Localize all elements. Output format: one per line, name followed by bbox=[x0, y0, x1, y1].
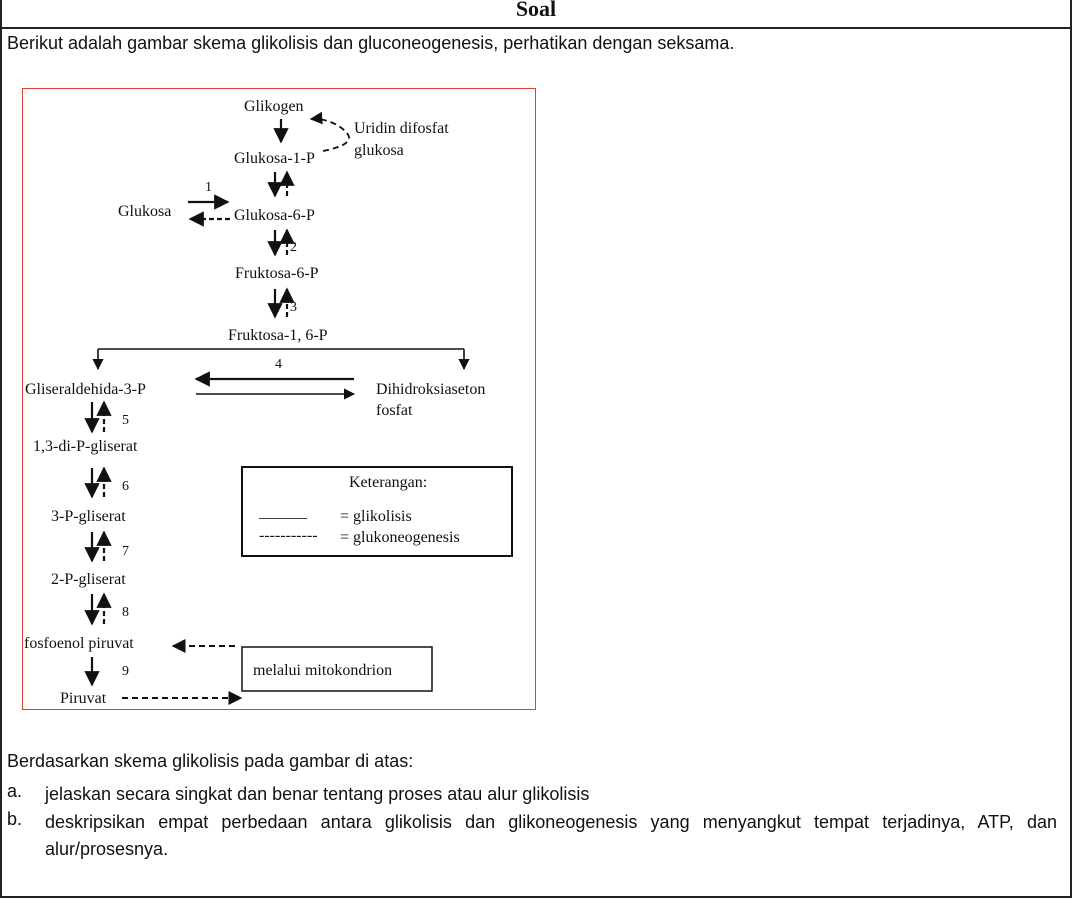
step-number-1: 1 bbox=[205, 180, 212, 195]
legend-glukoneogenesis: = glukoneogenesis bbox=[340, 529, 460, 546]
node-glukosa-6-p: Glukosa-6-P bbox=[234, 207, 315, 224]
node-fosfoenol-piruvat: fosfoenol piruvat bbox=[24, 635, 134, 652]
step-number-5: 5 bbox=[122, 413, 129, 428]
step-number-3: 3 bbox=[290, 300, 297, 315]
node-uridin-difosfat: Uridin difosfat bbox=[354, 120, 449, 137]
node-glukosa: Glukosa bbox=[118, 203, 172, 220]
question-lead: Berdasarkan skema glikolisis pada gambar di atas: bbox=[7, 751, 414, 771]
legend-dashed-line: ----------- bbox=[259, 527, 318, 544]
legend-solid-line: ______ bbox=[259, 504, 307, 521]
step-number-8: 8 bbox=[122, 605, 129, 620]
glycolysis-diagram bbox=[22, 88, 536, 710]
intro-text: Berikut adalah gambar skema glikolisis dan gluconeogenesis, perhatikan dengan seksama. bbox=[7, 33, 735, 53]
node-dihidroksiaseton: Dihidroksiaseton bbox=[376, 381, 486, 398]
node-2-p-gliserat: 2-P-gliserat bbox=[51, 571, 126, 588]
node-glikogen: Glikogen bbox=[244, 98, 304, 115]
node-fosfat: fosfat bbox=[376, 402, 413, 419]
node-3-p-gliserat: 3-P-gliserat bbox=[51, 508, 126, 525]
node-fruktosa-1-6-p: Fruktosa-1, 6-P bbox=[228, 327, 328, 344]
legend-title: Keterangan: bbox=[349, 474, 428, 491]
step-number-4: 4 bbox=[275, 357, 282, 372]
title-row bbox=[2, 0, 1070, 29]
question-text-a: jelaskan secara singkat dan benar tentang proses atau alur glikolisis bbox=[45, 784, 590, 804]
node-fruktosa-6-p: Fruktosa-6-P bbox=[235, 265, 319, 282]
step-number-7: 7 bbox=[122, 544, 129, 559]
node-1-3-di-p-gliserat: 1,3-di-P-gliserat bbox=[33, 438, 138, 455]
legend-glikolisis: = glikolisis bbox=[340, 508, 412, 525]
page-title: Soal bbox=[515, 0, 557, 21]
node-uridin-glukosa: glukosa bbox=[354, 142, 404, 159]
node-gliseraldehida-3-p: Gliseraldehida-3-P bbox=[25, 381, 146, 398]
step-number-6: 6 bbox=[122, 479, 129, 494]
question-text-b: deskripsikan empat perbedaan antara glikolisis dan glikoneogenesis yang menyangkut tempat terjadinya, ATP, dan alur/prosesnya. bbox=[45, 812, 1057, 859]
step-number-9: 9 bbox=[122, 664, 129, 679]
mitokondrion-label: melalui mitokondrion bbox=[253, 662, 393, 679]
question-label-a: a. bbox=[7, 781, 23, 801]
node-glukosa-1-p: Glukosa-1-P bbox=[234, 150, 315, 167]
arrow-uridin-loop bbox=[311, 119, 349, 151]
step-number-2: 2 bbox=[290, 240, 297, 255]
node-piruvat: Piruvat bbox=[60, 690, 107, 707]
question-label-b: b. bbox=[7, 809, 23, 829]
